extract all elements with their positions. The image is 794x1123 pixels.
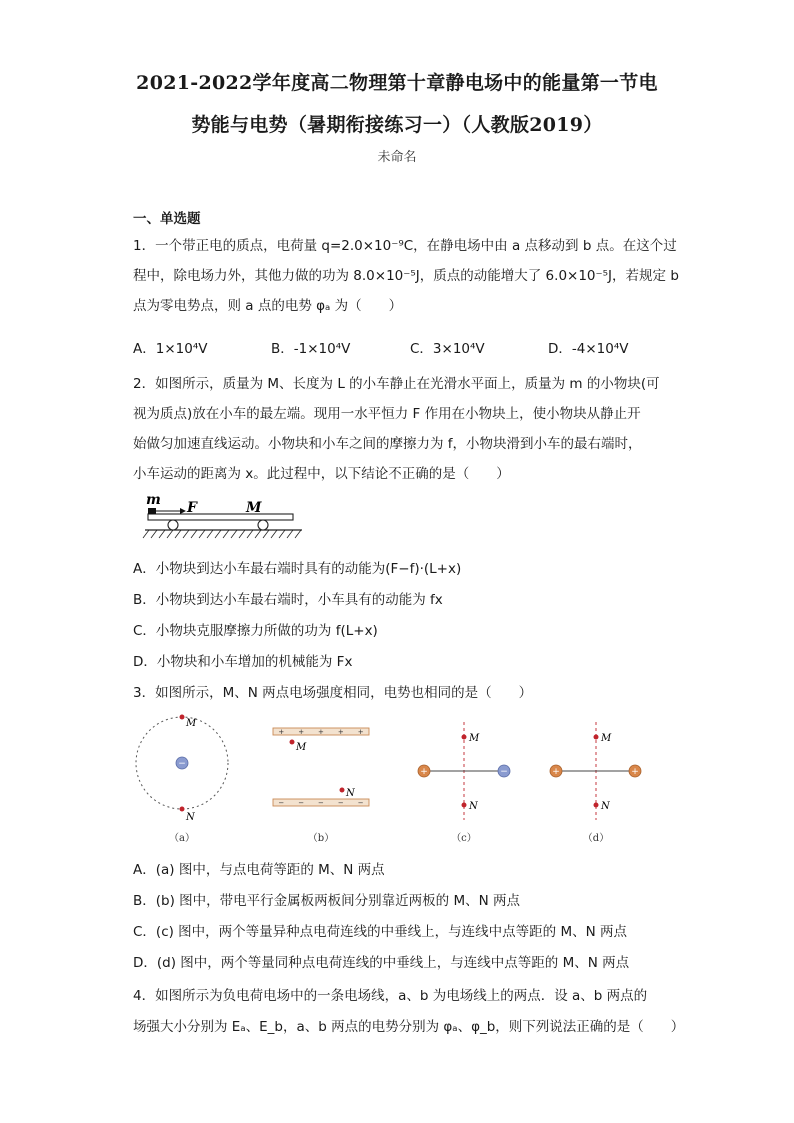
svg-text:M: M [296,742,307,753]
svg-text:M: M [186,718,197,729]
label-f: F [187,500,197,516]
point-m-a [180,715,185,720]
q2-line-4: 小车运动的距离为 x。此过程中，以下结论不正确的是（ ） [133,466,510,482]
q3-option-a[interactable]: A．(a) 图中，与点电荷等距的 M、N 两点 [133,862,385,878]
svg-text:−: − [178,759,186,769]
figure-a [136,715,228,845]
q2-line-1: 2．如图所示，质量为 M、长度为 L 的小车静止在光滑水平面上，质量为 m 的小物块(可 [133,376,660,392]
q1-option-a[interactable]: A．1×10⁴V [133,341,208,357]
q3-option-d[interactable]: D．(d) 图中，两个等量同种点电荷连线的中垂线上，与连线中点等距的 M、N 两点 [133,955,630,971]
svg-text:（c）: （c） [451,833,477,844]
svg-text:+: + [631,767,639,777]
svg-text:N: N [469,801,478,812]
cart-figure [140,490,310,545]
svg-text:N: N [346,788,355,799]
svg-text:M: M [469,733,480,744]
block-m [148,508,156,514]
point-m-d [594,735,599,740]
point-n-c [462,803,467,808]
title-line-2: 势能与电势（暑期衔接练习一）（人教版2019） [191,114,603,136]
point-m-b [290,740,295,745]
cart-body [148,514,293,520]
field-figures [130,708,650,848]
q1-option-c[interactable]: C．3×10⁴V [410,341,485,357]
q1-line-1: 1．一个带正电的质点，电荷量 q=2.0×10⁻⁹C，在静电场中由 a 点移动到 b 点。在这个过 [133,238,677,254]
q1-line-3: 点为零电势点，则 a 点的电势 φₐ 为（ ） [133,298,403,314]
q2-line-3: 始做匀加速直线运动。小物块和小车之间的摩擦力为 f，小物块滑到小车的最右端时， [133,436,642,452]
point-n-b [340,788,345,793]
q2-option-c[interactable]: C．小物块克服摩擦力所做的功为 f(L+x) [133,623,378,639]
q2-line-2: 视为质点)放在小车的最左端。现用一水平恒力 F 作用在小物块上，使小物块从静止开 [133,406,641,422]
figure-d [550,722,641,844]
svg-text:（b）: （b） [307,833,335,844]
point-n-d [594,803,599,808]
title-line-1: 2021-2022学年度高二物理第十章静电场中的能量第一节电 [136,72,658,94]
q3-line-1: 3．如图所示，M、N 两点电场强度相同，电势也相同的是（ ） [133,685,533,701]
q4-line-1: 4．如图所示为负电荷电场中的一条电场线，a、b 为电场线上的两点．设 a、b 两点的 [133,988,648,1004]
author-label: 未命名 [377,150,417,165]
svg-text:（a）: （a） [169,833,195,844]
point-m-c [462,735,467,740]
q1-line-2: 程中，除电场力外，其他力做的功为 8.0×10⁻⁵J，质点的动能增大了 6.0×10⁻⁵J，若规定 b [133,268,679,284]
label-big-m: M [246,500,262,516]
svg-text:N: N [186,812,195,823]
figure-b [273,728,369,844]
q3-option-c[interactable]: C．(c) 图中，两个等量异种点电荷连线的中垂线上，与连线中点等距的 M、N 两点 [133,924,628,940]
q1-option-d[interactable]: D．-4×10⁴V [548,341,629,357]
q1-option-b[interactable]: B．-1×10⁴V [271,341,351,357]
svg-text:（d）: （d） [582,833,610,844]
label-m: m [146,492,161,508]
svg-text:+: + [420,767,428,777]
section-heading: 一、单选题 [133,211,201,227]
q3-option-b[interactable]: B．(b) 图中，带电平行金属板两板间分别靠近两板的 M、N 两点 [133,893,520,909]
svg-text:M: M [601,733,612,744]
q2-option-d[interactable]: D．小物块和小车增加的机械能为 Fx [133,654,353,670]
q2-option-b[interactable]: B．小物块到达小车最右端时，小车具有的动能为 fx [133,592,443,608]
force-arrow-icon [180,508,186,514]
point-n-a [180,807,185,812]
q2-option-a[interactable]: A．小物块到达小车最右端时具有的动能为(F−f)·(L+x) [133,561,462,577]
svg-text:+ + + + +: + + + + + [278,728,364,736]
cart-wheel-right [258,520,268,530]
q4-line-2: 场强大小分别为 Eₐ、E_b，a、b 两点的电势分别为 φₐ、φ_b，则下列说法正确的是（ ） [133,1019,685,1035]
svg-text:− − − − −: − − − − − [278,799,364,807]
svg-text:−: − [500,767,508,777]
cart-wheel-left [168,520,178,530]
figure-c [418,722,510,844]
svg-text:N: N [601,801,610,812]
svg-text:+: + [552,767,560,777]
